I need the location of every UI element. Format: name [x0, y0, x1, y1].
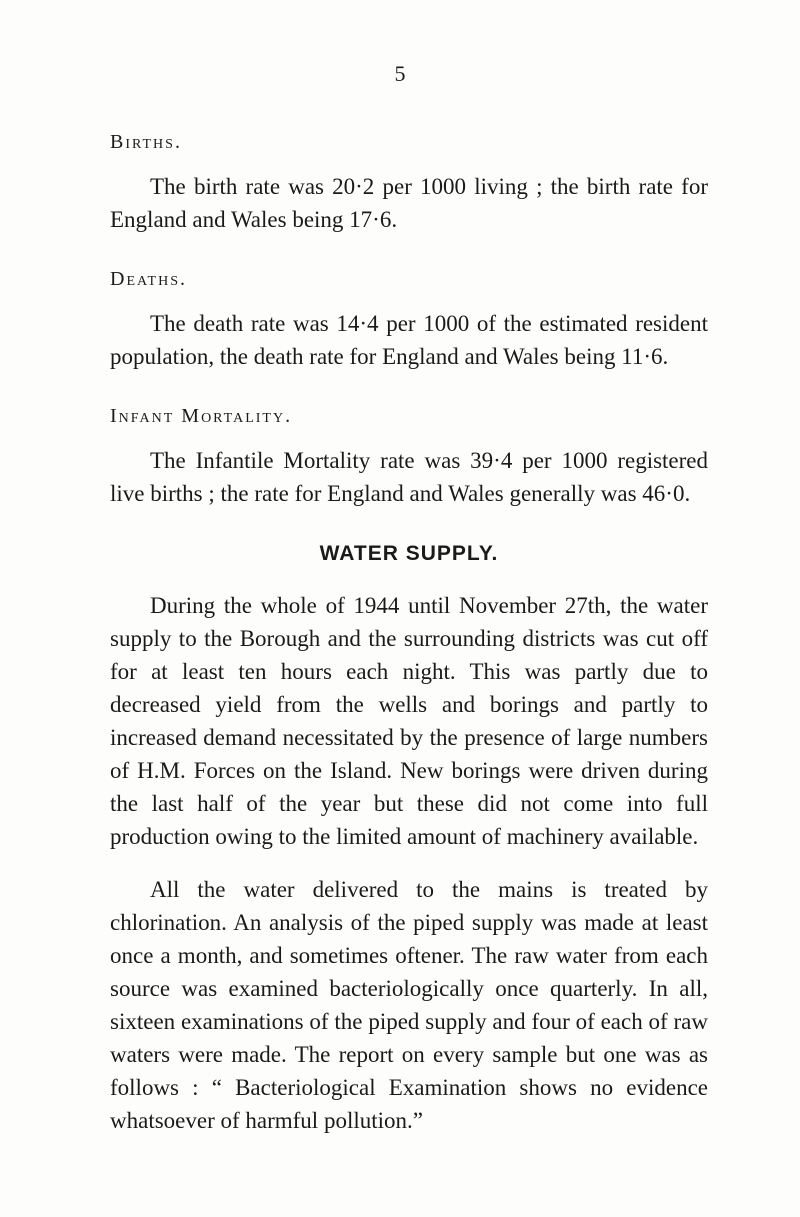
births-paragraph: The birth rate was 20·2 per 1000 living ; the birth rate for England and Wales being 17·6. — [110, 174, 708, 232]
births-section — [110, 126, 708, 236]
page-content — [110, 126, 708, 1137]
deaths-paragraph: The death rate was 14·4 per 1000 of the estimated resident population, the death rate for England and Wales being 11·6. — [110, 311, 708, 369]
deaths-heading: Deaths. — [110, 268, 188, 290]
water-supply-paragraph: During the whole of 1944 until November 27th, the water supply to the Borough and the surrounding districts was cut off for at least ten hours each night. This was partly due to decreased yield from the wells and borings and partly to increased demand necessitated by the presence of large numbers of H.M. Forces on the Island. New borings were driven during the last half of the year but these did not come into full production owing to the limited amount of machinery available. — [110, 593, 708, 849]
page-number: 5 — [394, 61, 406, 86]
infant-mortality-heading: Infant Mortality. — [110, 405, 293, 427]
births-heading: Births. — [110, 131, 182, 153]
water-supply-section — [110, 540, 708, 1137]
infant-mortality-paragraph: The Infantile Mortality rate was 39·4 per 1000 registered live births ; the rate for England and Wales generally was 46·0. — [110, 448, 708, 506]
infant-mortality-section — [110, 400, 708, 510]
water-supply-paragraph: All the water delivered to the mains is treated by chlorination. An analysis of the piped supply was made at least once a month, and sometimes oftener. The raw water from each source was examined bacteriologically once quarterly. In all, sixteen examinations of the piped supply and four of each of raw waters were made. The report on every sample but one was as follows : “ Bacteriological Examination shows no evidence whatsoever of harmful pollution.” — [110, 877, 708, 1133]
deaths-section — [110, 263, 708, 373]
water-supply-title: WATER SUPPLY. — [319, 542, 499, 565]
